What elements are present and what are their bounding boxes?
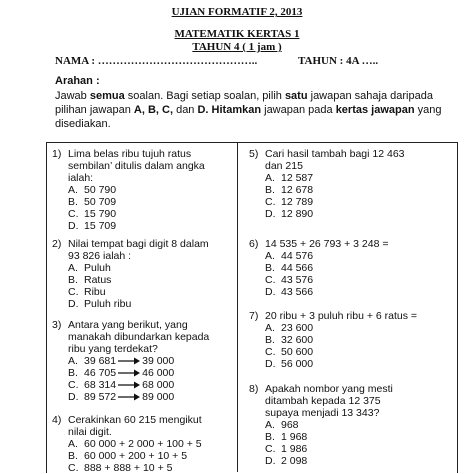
option-text: 12 789: [281, 196, 314, 208]
answer-option: [265, 322, 449, 334]
question-number: 7): [249, 310, 259, 322]
instruction-segment: kertas jawapan: [335, 104, 415, 116]
exam-title: UJIAN FORMATIF 2, 2013: [171, 6, 303, 18]
instruction-segment: Jawab: [55, 90, 90, 102]
option-text: 44 566: [281, 262, 314, 274]
question-stem: [249, 310, 449, 322]
option-letter: C.: [265, 274, 276, 286]
question-line: 14 535 + 26 793 + 3 248 =: [265, 238, 389, 250]
option-text: 23 600: [281, 322, 314, 334]
answer-option: [265, 262, 449, 274]
right-arrow-icon: [118, 369, 140, 377]
option-letter: C.: [68, 286, 79, 298]
answer-option: [265, 455, 449, 467]
question-text: [68, 238, 232, 262]
question-stem: [52, 319, 232, 355]
option-letter: B.: [265, 184, 275, 196]
answer-option: [68, 438, 232, 450]
option-from-value: 89 572: [84, 391, 117, 403]
option-letter: A.: [265, 419, 275, 431]
option-letter: B.: [68, 274, 78, 286]
option-letter: B.: [68, 196, 78, 208]
question-1: [52, 148, 232, 232]
options-list: [68, 438, 232, 474]
answer-option: [68, 286, 232, 298]
options-list: [265, 419, 449, 467]
answer-option: [68, 367, 232, 379]
option-text: 12 678: [281, 184, 314, 196]
question-number: 3): [52, 319, 62, 331]
option-to-value: 46 000: [142, 367, 175, 379]
question-number: 4): [52, 414, 62, 426]
option-letter: D.: [265, 208, 276, 220]
option-letter: B.: [68, 367, 78, 379]
question-line: ditambah kepada 12 375: [265, 395, 381, 407]
answer-option: [265, 274, 449, 286]
answer-option: [68, 220, 232, 232]
option-letter: B.: [265, 262, 275, 274]
option-letter: D.: [265, 455, 276, 467]
question-text: [265, 148, 449, 172]
answer-option: [265, 196, 449, 208]
option-text: 968: [281, 419, 299, 431]
right-arrow-icon: [118, 393, 140, 401]
answer-option: [265, 358, 449, 370]
question-2: [52, 238, 232, 310]
option-letter: C.: [68, 462, 79, 474]
instruction-segment: jawapan pada: [261, 104, 336, 116]
instruction-segment: dan: [173, 104, 198, 116]
option-letter: A.: [265, 172, 275, 184]
question-text: [68, 148, 232, 184]
question-text: [265, 238, 449, 250]
question-number: 6): [249, 238, 259, 250]
answer-option: [68, 184, 232, 196]
question-stem: [52, 414, 232, 438]
answer-option: [68, 208, 232, 220]
option-from-value: 39 681: [84, 355, 117, 367]
question-line: dan 215: [265, 160, 303, 172]
question-6: [249, 238, 449, 298]
answer-option: [68, 450, 232, 462]
option-letter: D.: [68, 391, 79, 403]
option-letter: A.: [68, 262, 78, 274]
answer-option: [265, 286, 449, 298]
answer-option: [265, 346, 449, 358]
option-text: 56 000: [281, 358, 314, 370]
instruction-segment: A, B, C,: [133, 104, 174, 116]
option-letter: C.: [265, 196, 276, 208]
instruction-segment: semua: [89, 90, 125, 102]
option-from-value: 68 314: [84, 379, 117, 391]
option-text: Puluh: [84, 262, 111, 274]
option-letter: C.: [265, 346, 276, 358]
option-text: 60 000 + 200 + 10 + 5: [84, 450, 188, 462]
question-5: [249, 148, 449, 220]
right-arrow-icon: [118, 357, 140, 365]
option-to-value: 68 000: [142, 379, 175, 391]
option-text: Puluh ribu: [84, 298, 132, 310]
subject-title: MATEMATIK KERTAS 1: [174, 28, 300, 40]
option-letter: C.: [68, 379, 79, 391]
question-text: [265, 310, 449, 322]
option-text: 2 098: [281, 455, 308, 467]
option-text: Ratus: [84, 274, 112, 286]
options-list: [265, 322, 449, 370]
question-line: Apakah nombor yang mesti: [265, 383, 393, 395]
option-letter: D.: [68, 298, 79, 310]
question-line: Antara yang berikut, yang: [68, 319, 188, 331]
option-text: 15 790: [84, 208, 117, 220]
question-line: Cari hasil tambah bagi 12 463: [265, 148, 405, 160]
answer-option: [68, 391, 232, 403]
question-line: Nilai tempat bagi digit 8 dalam: [68, 238, 209, 250]
option-text: 1 986: [281, 443, 308, 455]
answer-option: [265, 208, 449, 220]
question-number: 2): [52, 238, 62, 250]
answer-option: [265, 443, 449, 455]
option-text: 15 709: [84, 220, 117, 232]
question-line: ribu yang terdekat?: [68, 343, 158, 355]
question-stem: [52, 148, 232, 184]
options-list: [68, 262, 232, 310]
option-letter: C.: [265, 443, 276, 455]
options-list: [68, 184, 232, 232]
name-field: NAMA : ……………………………………..: [55, 55, 258, 67]
question-7: [249, 310, 449, 370]
option-text: 44 576: [281, 250, 314, 262]
question-4: [52, 414, 232, 474]
option-letter: A.: [68, 184, 78, 196]
question-line: Lima belas ribu tujuh ratus: [68, 148, 192, 160]
question-text: [68, 319, 232, 355]
option-text: 12 587: [281, 172, 314, 184]
option-text: 43 566: [281, 286, 314, 298]
instructions-title: Arahan :: [55, 75, 100, 87]
answer-option: [68, 462, 232, 474]
option-text: Ribu: [84, 286, 106, 298]
instruction-segment: yang disediakan.: [55, 104, 442, 130]
options-list: [265, 250, 449, 298]
answer-option: [265, 431, 449, 443]
question-text: [265, 383, 449, 419]
question-number: 1): [52, 148, 62, 160]
question-stem: [249, 383, 449, 419]
question-line: ialah:: [68, 172, 94, 184]
question-line: sembilan’ ditulis dalam angka: [68, 160, 205, 172]
answer-option: [265, 419, 449, 431]
option-text: 50 600: [281, 346, 314, 358]
answer-option: [68, 298, 232, 310]
question-line: nilai digit.: [68, 426, 112, 438]
options-list: [68, 355, 232, 403]
answer-option: [265, 250, 449, 262]
option-letter: D.: [265, 358, 276, 370]
option-text: 32 600: [281, 334, 314, 346]
option-text: 50 790: [84, 184, 117, 196]
level-text: TAHUN 4 ( 1 jam ): [192, 41, 282, 53]
answer-option: [68, 196, 232, 208]
answer-option: [68, 274, 232, 286]
option-letter: A.: [265, 250, 275, 262]
right-arrow-icon: [118, 381, 140, 389]
option-letter: B.: [68, 450, 78, 462]
question-line: manakah dibundarkan kepada: [68, 331, 210, 343]
option-letter: A.: [68, 355, 78, 367]
instruction-segment: D. Hitamkan: [197, 104, 262, 116]
option-from-value: 46 705: [84, 367, 117, 379]
instruction-segment: soalan. Bagi setiap soalan, pilih: [124, 90, 285, 102]
options-list: [265, 172, 449, 220]
year-field: TAHUN : 4A …..: [298, 55, 379, 67]
option-letter: D.: [265, 286, 276, 298]
answer-option: [68, 355, 232, 367]
question-line: supaya menjadi 13 343?: [265, 407, 380, 419]
option-to-value: 89 000: [142, 391, 175, 403]
option-to-value: 39 000: [142, 355, 175, 367]
level-title: [0, 41, 474, 53]
option-text: 50 709: [84, 196, 117, 208]
question-line: 20 ribu + 3 puluh ribu + 6 ratus =: [265, 310, 418, 322]
question-number: 8): [249, 383, 259, 395]
option-text: 888 + 888 + 10 + 5: [84, 462, 173, 474]
option-letter: C.: [68, 208, 79, 220]
question-3: [52, 319, 232, 403]
question-8: [249, 383, 449, 467]
answer-option: [68, 379, 232, 391]
answer-option: [265, 184, 449, 196]
question-line: 93 826 ialah :: [68, 250, 132, 262]
instruction-segment: satu: [284, 90, 308, 102]
instructions-body: [55, 89, 455, 131]
option-letter: B.: [265, 431, 275, 443]
answer-option: [265, 172, 449, 184]
option-text: 43 576: [281, 274, 314, 286]
question-stem: [52, 238, 232, 262]
option-letter: A.: [68, 438, 78, 450]
option-letter: A.: [265, 322, 275, 334]
option-letter: B.: [265, 334, 275, 346]
option-text: 1 968: [281, 431, 308, 443]
column-divider: [237, 142, 238, 472]
question-stem: [249, 148, 449, 172]
option-text: 12 890: [281, 208, 314, 220]
question-stem: [249, 238, 449, 250]
answer-option: [265, 334, 449, 346]
question-number: 5): [249, 148, 259, 160]
instruction-segment: jawapan sahaja daripada pilihan jawapan: [55, 90, 433, 116]
question-text: [68, 414, 232, 438]
option-text: 60 000 + 2 000 + 100 + 5: [84, 438, 202, 450]
question-line: Cerakinkan 60 215 mengikut: [68, 414, 202, 426]
answer-option: [68, 262, 232, 274]
option-letter: D.: [68, 220, 79, 232]
